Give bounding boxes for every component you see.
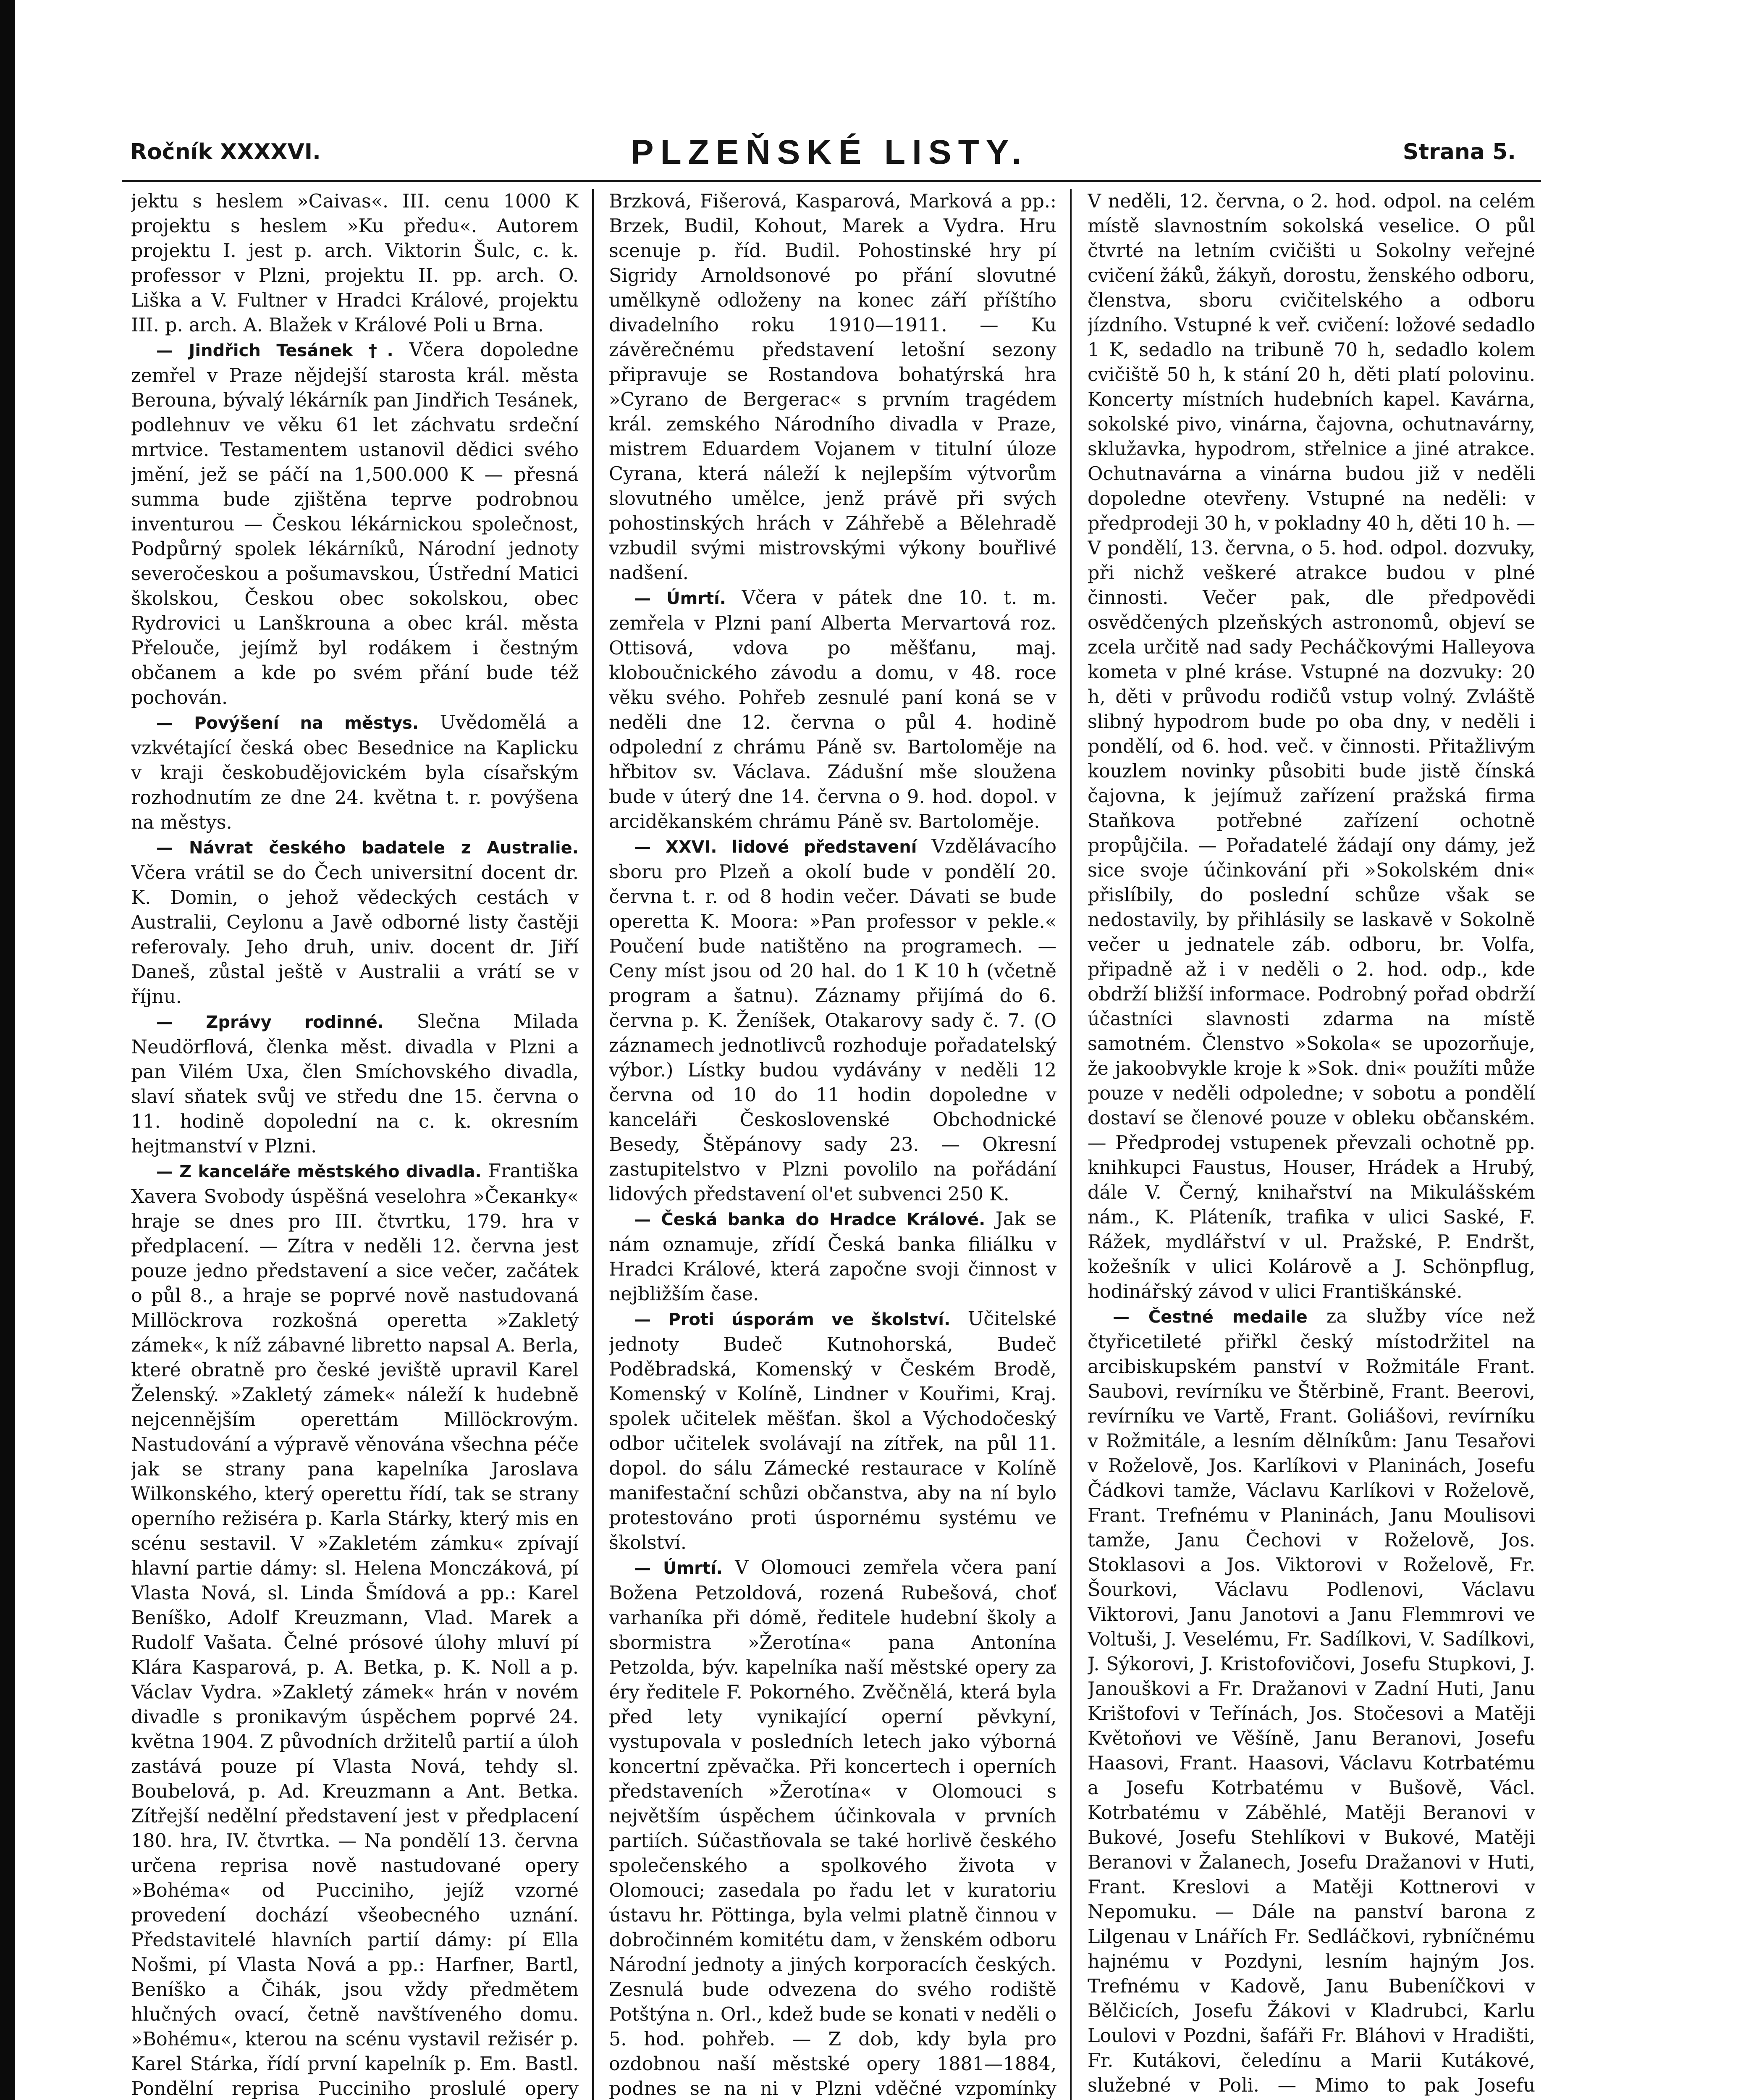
- article-heading: — Čestné medaile: [1113, 1307, 1308, 1327]
- article-paragraph: [131, 710, 579, 835]
- article-paragraph: [609, 189, 1056, 585]
- column-3: [1088, 189, 1535, 2100]
- masthead-title: PLZEŇSKÉ LISTY.: [630, 133, 1028, 171]
- article-text: jektu s heslem »Caivas«. III. cenu 1000 K projektu s heslem »Ku předu«. Autorem projektu I. jest p. arch. Viktorin Šulc, c. k. professor v Plzni, projektu II. pp. arch. O. Liška a V. Fultner v Hradci Králové, projektu III. p. arch. A. Blažek v Králové Poli u Brna.: [131, 191, 579, 336]
- article-paragraph: [609, 1555, 1056, 2100]
- article-text: Včera dopoledne zemřel v Praze nějdejší starosta král. města Berouna, bývalý lékárník pan Jindřich Tesánek, podlehnuv ve věku 61 let záchvatu srdeční mrtvice. Testamentem ustanovil dědici svého jmění, jež se páčí na 1,500.000 K — přesná summa bude zjištěna teprve podrobnou inventurou — Českou lékárnickou společnost, Podpůrný spolek lékárníků, Národní jednoty severočeskou a pošumavskou, Ústřední Matici školskou, Českou obec sokolskou, obec Rydrovici u Lanškrouna a obec král. města Přelouče, jejímž byl rodákem i čestným občanem a kde po svém přání bude též pochován.: [131, 339, 579, 709]
- article-text: V neděli, 12. června, o 2. hod. odpol. na celém místě slavnostním sokolská veselice. O půl čtvrté na letním cvičišti u Sokolny veřejné cvičení žáků, žákyň, dorostu, ženského odboru, členstva, sboru cvičitelského a odboru jízdního. Vstupné k veř. cvičení: ložové sedadlo 1 K, sedadlo na tribuně 70 h, sedadlo kolem cvičiště 50 h, k stání 20 h, děti platí polovinu. Koncerty místních hudebních kapel. Kavárna, sokolské pivo, vinárna, čajovna, ochutnavárny, sklužavka, hypodrom, střelnice a jiné atrakce. Ochutnavárna a vinárna budou již v neděli dopoledne otevřeny. Vstupné na neděli: v předprodeji 30 h, v pokladny 40 h, děti 10 h. — V pondělí, 13. června, o 5. hod. odpol. dozvuky, při nichž veškeré atrakce budou v plné činnosti. Večer pak, dle předpovědi osvědčených plzeňských astronomů, objeví se zcela určitě nad sady Pecháčkovými Halleyova kometa v plné kráse. Vstupné na dozvuky: 20 h, děti v průvodu rodičů vstup volný. Zvláště slibný hypodrom bude po oba dny, v neděli i pondělí, od 6. hod. več. v činnosti. Přitažlivým kouzlem novinky působiti bude jistě čínská čajovna, k jejímuž zařízení pražská firma Staňkova potřebné zařízení ochotně propůjčila. — Pořadatelé žádají ony dámy, jež sice svoje účinkování při »Sokolském dni« přislíbily, do poslední schůze však se nedostavily, by přihlásily se laskavě v Sokolně večer u jednatele záb. odboru, br. Volfa, připadně až i v neděli o 2. hod. odp., kde obdrží bližší informace. Podrobný pořad obdrží účastníci slavnosti zdarma na místě samotném. Členstvo »Sokola« se upozorňuje, že jakoobvykle kroje k »Sok. dni« použíti může pouze v neděli odpoledne; v sobotu a pondělí dostaví se členové pouze v obleku občanském. — Předprodej vstupenek převzali ochotně pp. knihkupci Faustus, Houser, Hrádek a Hrubý, dále V. Černý, knihařství na Mikulášském nám., K. Pláteník, trafika v ulici Saské, F. Rážek, mydlářství v ul. Pražské, P. Endršt, kožešník v ulici Kolárově a J. Schönpflug, hodinářský závod v ulici Františkánské.: [1088, 191, 1535, 1302]
- article-paragraph: [131, 1159, 579, 2100]
- article-text: Vzdělávacího sboru pro Plzeň a okolí bude v pondělí 20. června t. r. od 8 hodin večer. Dávati se bude operetta K. Moora: »Pan professor v pekle.« Poučení bude natištěno na programech. — Ceny míst jsou od 20 hal. do 1 K 10 h (včetně program a šatnu). Záznamy přijímá do 6. června p. K. Ženíšek, Otakarovy sady č. 7. (O záznamech jednotlivců rozhoduje pořadatelský výbor.) Lístky budou vydávány v neděli 12 června od 10 do 11 hodin dopoledne v kanceláři Československé Obchodnické Besedy, Štěpánovy sady 23. — Okresní zastupitelstvo v Plzni povolilo na pořádání lidových představení ol'et subvenci 250 K.: [609, 836, 1056, 1205]
- article-paragraph: [131, 338, 579, 710]
- article-paragraph: [131, 189, 579, 338]
- article-text: Františka Xavera Svobody úspěšná veselohra »Čeканky« hraje se dnes pro III. čtvrtku, 179. hra v předplacení. — Zítra v neděli 12. června jest pouze jedno představení a sice večer, začátek o půl 8., a hraje se poprvé nově nastudovaná Millöckrova rozkošná operetta »Zakletý zámek«, k níž zábavné libretto napsal A. Berla, které obratně pro české jeviště upravil Karel Želenský. »Zakletý zámek« náleží k hudebně nejcennějším operettám Millöckrovým. Nastudování a výpravě věnována všechna péče jak se strany pana kapelníka Jaroslava Wilkonského, který operettu řídí, tak se strany operního režiséra p. Karla Stárky, který mis en scénu sestavil. V »Zakletém zámku« zpívají hlavní partie dámy: sl. Helena Monczáková, pí Vlasta Nová, sl. Linda Šmídová a pp.: Karel Beníško, Adolf Kreuzmann, Vlad. Marek a Rudolf Vašata. Čelné prósové úlohy mluví pí Klára Kasparová, p. A. Betka, p. K. Noll a p. Václav Vydra. »Zakletý zámek« hrán v novém divadle s pronikavým úspěchem poprvé 24. května 1904. Z původních držitelů partií a úloh zastává pouze pí Vlasta Nová, tehdy sl. Boubelová, p. Ad. Kreuzmann a Ant. Betka. Zítřejší nedělní představení jest v předplacení 180. hra, IV. čtvrtka. — Na pondělí 13. června určena reprisa nově nastudované opery »Bohéma« od Pucciniho, jejíž vzorné provedení dochází všeobecného uznání. Představitelé hlavních partií dámy: pí Ella Nošmi, pí Vlasta Nová a pp.: Harfner, Bartl, Beníško a Čihák, jsou vždy předmětem hlučných ovací, četně navštíveného domu. »Bohému«, kterou na scénu vystavil režisér p. Karel Stárka, řídí první kapelník p. Em. Bastl. Pondělní reprisa Pucciniho proslulé opery: [131, 1160, 579, 2100]
- article-paragraph: [1088, 1304, 1535, 2100]
- header-rule: [122, 180, 1541, 182]
- article-heading: — Zprávy rodinné.: [156, 1013, 384, 1032]
- article-heading: — Návrat českého badatele z Australie.: [156, 838, 579, 858]
- newspaper-page: [105, 126, 1541, 2100]
- article-text: Brzková, Fišerová, Kasparová, Marková a pp.: Brzek, Budil, Kohout, Marek a Vydra. Hru scenuje p. říd. Budil. Pohostinské hry pí Sigridy Arnoldsonové po přání slovutné umělkyně odloženy na konec září příštího divadelního roku 1910—1911. — Ku závěrečnému představení letošní sezony připravuje se Rostandova bohatýrská hra »Cyrano de Bergerac« s prvním tragédem král. zemského Národního divadla v Praze, mistrem Eduardem Vojanem v titulní úloze Cyrana, která náleží k nejlepším výtvorům slovutného umělce, jenž právě při svých pohostinských hrách v Záhřebě a Bělehradě vzbudil svými mistrovskými výkony bouřlivé nadšení.: [609, 191, 1056, 584]
- article-paragraph: [609, 834, 1056, 1207]
- article-heading: — Proti úsporám ve školství.: [634, 1310, 951, 1329]
- article-text: Uvědomělá a vzkvétající česká obec Besednice na Kaplicku v kraji českobudějovickém byla císařským rozhodnutím ze dne 24. května t. r. povýšena na městys.: [131, 712, 579, 833]
- column-1: [131, 189, 579, 2100]
- page-edge: [0, 0, 15, 2100]
- column-divider-2: [1070, 189, 1072, 2100]
- article-paragraph: [131, 1009, 579, 1159]
- volume-label: Ročník XXXXVI.: [130, 139, 321, 165]
- article-text: V Olomouci zemřela včera paní Božena Petzoldová, rozená Rubešová, choť varhaníka při dómě, ředitele hudební školy a sbormistra »Žerotína« pana Antonína Petzolda, býv. kapelníka naší městské opery za éry ředitele F. Pokorného. Zvěčnělá, která byla před lety vynikající operní pěvkyní, vystupovala v posledních letech jako výborná koncertní zpěvačka. Při koncertech i operních představeních »Žerotína« v Olomouci s největším úspěchem účinkovala v prvních partiích. Súčastňovala se také horlivě českého společenského a spolkového života v Olomouci; zasedala po řadu let v kuratoriu ústavu hr. Pöttinga, byla velmi platně činnou v dobročinném komitétu dam, v ženském odboru Národní jednoty a jiných korporacích českých. Zesnulá bude odvezena do svého rodiště Potštýna n. Orl., kdež bude se konati v neděli o 5. hod. pohřeb. — Z dob, kdy byla pro ozdobnou naší městské opery 1881—1884, podnes se na ni v Plzni vděčné vzpomínky: [609, 1557, 1056, 2100]
- page-header: [130, 130, 1528, 176]
- article-paragraph: [609, 1207, 1056, 1307]
- column-2: [609, 189, 1056, 2100]
- article-text: za služby více než čtyřicetileté přiřkl český místodržitel na arcibiskupském panství v Rožmitále Frant. Saubovi, revírníku ve Štěrbině, Frant. Beerovi, revírníku ve Vartě, Frant. Goliášovi, revírníku v Rožmitále, a lesním dělníkům: Janu Tesařovi v Roželově, Jos. Karlíkovi v Planinách, Josefu Čádkovi tamže, Václavu Karlíkovi v Roželově, Frant. Trefnému v Planinách, Janu Moulisovi tamže, Janu Čechovi v Roželově, Jos. Stoklasovi a Jos. Viktorovi v Roželově, Fr. Šourkovi, Václavu Podlenovi, Václavu Viktorovi, Janu Janotovi a Janu Flemmrovi ve Voltuši, J. Veselému, Fr. Sadílkovi, V. Sadílkovi, J. Sýkorovi, J. Kristofovičovi, Josefu Stupkovi, J. Janouškovi a Fr. Dražanovi v Zadní Huti, Janu Krištofovi v Teřínách, Jos. Stočesovi a Matěji Květoňovi ve Věšíně, Janu Beranovi, Josefu Haasovi, Frant. Haasovi, Václavu Kotrbatému a Josefu Kotrbatému v Bušově, Václ. Kotrbatému v Záběhlé, Matěji Beranovi v Bukové, Josefu Stehlíkovi v Bukové, Matěji Beranovi v Žalanech, Josefu Dražanovi v Huti, Frant. Kreslovi a Matěji Kottnerovi v Nepomuku. — Dále na panství barona z Lilgenau v Lnářích Fr. Sedláčkovi, rybníčnému hajnému v Pozdyni, lesním hajným Jos. Trefnému v Kadově, Janu Bubeníčkovi v Bělčicích, Josefu Žákovi v Kladrubci, Karlu Loulovi v Pozdni, šafáři Fr. Bláhovi v Hradišti, Fr. Kutákovi, čeledínu a Marii Kutákové, služebné v Poli. — Mimo to pak Josefu: [1088, 1306, 1535, 2096]
- article-heading: — XXVI. lidové představení: [634, 837, 917, 857]
- article-paragraph: [609, 585, 1056, 834]
- article-paragraph: [609, 1307, 1056, 1555]
- article-text: Včera v pátek dne 10. t. m. zemřela v Plzni paní Alberta Mervartová roz. Ottisová, vdova po měšťanu, maj. kloboučnického závodu a domu, v 48. roce věku svého. Pohřeb zesnulé paní koná se v neděli dne 12. června o půl 4. hodině odpolední z chrámu Páně sv. Bartoloměje na hřbitov sv. Václava. Zádušní mše sloužena bude v úterý dne 14. června o 9. hod. dopol. v arciděkanském chrámu Páně sv. Bartoloměje.: [609, 587, 1056, 832]
- article-heading: — Jindřich Tesánek †.: [156, 341, 393, 360]
- article-paragraph: [1088, 189, 1535, 1304]
- page-number: Strana 5.: [1402, 139, 1516, 165]
- text-columns: [122, 189, 1541, 2100]
- article-heading: — Z kanceláře městského divadla.: [156, 1162, 482, 1181]
- article-text: Včera vrátil se do Čech universitní docent dr. K. Domin, o jehož vědeckých cestách v Australii, Ceylonu a Javě odborné listy častěji referovaly. Jeho druh, univ. docent dr. Jiří Daneš, zůstal ještě v Australii a vrátí se v říjnu.: [131, 862, 579, 1008]
- article-heading: — Povýšení na městys.: [156, 714, 419, 733]
- article-text: Učitelské jednoty Budeč Kutnohorská, Budeč Poděbradská, Komenský v Českém Brodě, Komenský v Kolíně, Lindner v Kouřimi, Kraj. spolek učitelek měšťan. škol a Východočeský odbor učitelek svolávají na zítřek, na půl 11. dopol. do sálu Zámecké restaurace v Kolíně manifestační schůzi občanstva, aby na ní bylo protestováno proti úspornému systému ve školství.: [609, 1308, 1056, 1554]
- column-divider-1: [592, 189, 594, 2100]
- article-text: Jak se nám oznamuje, zřídí Česká banka filiálku v Hradci Králové, která započne svoji činnost v nejbližším čase.: [609, 1208, 1056, 1305]
- article-text: Slečna Milada Neudörflová, členka měst. divadla v Plzni a pan Vilém Uxa, člen Smíchovského divadla, slaví sňatek svůj ve středu dne 15. června o 11. hodině dopolední na c. k. okresním hejtmanství v Plzni.: [131, 1011, 579, 1157]
- article-heading: — Úmrtí.: [634, 589, 726, 608]
- article-paragraph: [131, 835, 579, 1009]
- article-heading: — Úmrtí.: [634, 1559, 723, 1578]
- article-heading: — Česká banka do Hradce Králové.: [634, 1210, 986, 1229]
